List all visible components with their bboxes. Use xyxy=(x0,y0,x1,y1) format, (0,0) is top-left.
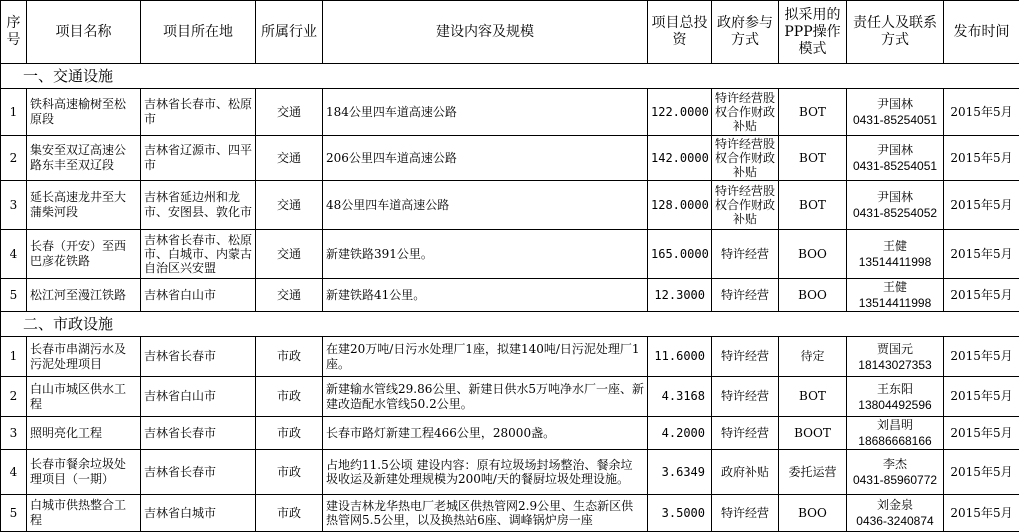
cell-location: 吉林省长春市、松原市、白城市、内蒙古自治区兴安盟 xyxy=(141,230,256,279)
cell-name: 延长高速龙井至大蒲柴河段 xyxy=(27,181,141,230)
cell-gov-role: 政府补贴 xyxy=(712,450,779,495)
table-row xyxy=(1,337,1019,377)
cell-content: 占地约11.5公顷 建设内容：原有垃圾场封场整治、餐余垃圾收运及新建处理规模为200吨/天的餐厨垃圾处理设施。 xyxy=(323,450,648,495)
cell-location: 吉林省长春市 xyxy=(141,337,256,377)
table-row xyxy=(1,279,1019,312)
cell-investment: 3.5000 xyxy=(648,495,712,532)
cell-investment: 4.3168 xyxy=(648,377,712,417)
cell-industry: 交通 xyxy=(256,230,323,279)
cell-ppp-mode: BOT xyxy=(779,181,847,230)
cell-industry: 市政 xyxy=(256,495,323,532)
cell-investment: 142.0000 xyxy=(648,136,712,181)
cell-gov-role: 特许经营 xyxy=(712,495,779,532)
table-row xyxy=(1,377,1019,417)
cell-no: 5 xyxy=(1,495,27,532)
cell-date: 2015年5月 xyxy=(944,417,1019,450)
cell-location: 吉林省长春市、松原市 xyxy=(141,89,256,136)
cell-content: 184公里四车道高速公路 xyxy=(323,89,648,136)
cell-date: 2015年5月 xyxy=(944,181,1019,230)
contact-person: 王健 xyxy=(850,279,940,295)
cell-gov-role: 特许经营 xyxy=(712,230,779,279)
table-row xyxy=(1,136,1019,181)
cell-name: 白山市城区供水工程 xyxy=(27,377,141,417)
cell-location: 吉林省白城市 xyxy=(141,495,256,532)
cell-contact xyxy=(847,136,944,181)
header-gov-role: 政府参与方式 xyxy=(712,1,779,64)
cell-content: 新建铁路41公里。 xyxy=(323,279,648,312)
cell-ppp-mode: BOT xyxy=(779,89,847,136)
cell-industry: 交通 xyxy=(256,181,323,230)
contact-person: 王健 xyxy=(850,238,940,254)
header-contact: 责任人及联系方式 xyxy=(847,1,944,64)
cell-gov-role: 特许经营 xyxy=(712,337,779,377)
contact-person: 尹国林 xyxy=(850,142,940,158)
cell-name: 长春市串湖污水及污泥处理项目 xyxy=(27,337,141,377)
cell-date: 2015年5月 xyxy=(944,377,1019,417)
header-ppp-mode: 拟采用的PPP操作模式 xyxy=(779,1,847,64)
cell-no: 1 xyxy=(1,337,27,377)
cell-date: 2015年5月 xyxy=(944,337,1019,377)
cell-contact xyxy=(847,417,944,450)
cell-industry: 市政 xyxy=(256,450,323,495)
cell-date: 2015年5月 xyxy=(944,495,1019,532)
cell-contact xyxy=(847,450,944,495)
cell-no: 2 xyxy=(1,377,27,417)
cell-location: 吉林省延边州和龙市、安图县、敦化市 xyxy=(141,181,256,230)
cell-contact xyxy=(847,495,944,532)
cell-content: 206公里四车道高速公路 xyxy=(323,136,648,181)
cell-date: 2015年5月 xyxy=(944,89,1019,136)
header-date: 发布时间 xyxy=(944,1,1019,64)
cell-content: 新建铁路391公里。 xyxy=(323,230,648,279)
cell-contact xyxy=(847,181,944,230)
contact-phone: 13804492596 xyxy=(850,397,940,413)
cell-content: 在建20万吨/日污水处理厂1座，拟建140吨/日污泥处理厂1座。 xyxy=(323,337,648,377)
contact-phone: 0431-85254051 xyxy=(850,158,940,174)
cell-date: 2015年5月 xyxy=(944,136,1019,181)
cell-contact xyxy=(847,230,944,279)
contact-phone: 0431-85960772 xyxy=(850,472,940,488)
section-header-municipal xyxy=(1,312,1019,337)
cell-name: 长春（开安）至西巴彦花铁路 xyxy=(27,230,141,279)
cell-ppp-mode: BOT xyxy=(779,377,847,417)
cell-location: 吉林省白山市 xyxy=(141,279,256,312)
cell-name: 集安至双辽高速公路东丰至双辽段 xyxy=(27,136,141,181)
cell-content: 长春市路灯新建工程466公里，28000盏。 xyxy=(323,417,648,450)
header-row xyxy=(1,1,1019,64)
cell-content: 建设吉林龙华热电厂老城区供热管网2.9公里、生态新区供热管网5.5公里，以及换热站6座、调峰锅炉房一座 xyxy=(323,495,648,532)
contact-person: 刘昌明 xyxy=(850,417,940,433)
cell-name: 松江河至漫江铁路 xyxy=(27,279,141,312)
cell-contact xyxy=(847,279,944,312)
cell-gov-role: 特许经营股权合作财政补贴 xyxy=(712,89,779,136)
cell-no: 4 xyxy=(1,450,27,495)
cell-location: 吉林省辽源市、四平市 xyxy=(141,136,256,181)
cell-no: 4 xyxy=(1,230,27,279)
cell-ppp-mode: BOOT xyxy=(779,417,847,450)
contact-person: 尹国林 xyxy=(850,96,940,112)
section-title: 一、交通设施 xyxy=(1,64,1019,89)
cell-investment: 128.0000 xyxy=(648,181,712,230)
cell-no: 3 xyxy=(1,181,27,230)
cell-location: 吉林省长春市 xyxy=(141,450,256,495)
contact-phone: 0431-85254052 xyxy=(850,205,940,221)
cell-name: 长春市餐余垃圾处理项目（一期） xyxy=(27,450,141,495)
cell-contact xyxy=(847,337,944,377)
contact-person: 李杰 xyxy=(850,456,940,472)
header-no: 序号 xyxy=(1,1,27,64)
cell-gov-role: 特许经营股权合作财政补贴 xyxy=(712,181,779,230)
cell-contact xyxy=(847,377,944,417)
table-row xyxy=(1,495,1019,532)
cell-content: 48公里四车道高速公路 xyxy=(323,181,648,230)
cell-gov-role: 特许经营 xyxy=(712,377,779,417)
cell-no: 2 xyxy=(1,136,27,181)
contact-person: 尹国林 xyxy=(850,189,940,205)
cell-no: 1 xyxy=(1,89,27,136)
cell-industry: 交通 xyxy=(256,136,323,181)
cell-location: 吉林省白山市 xyxy=(141,377,256,417)
header-investment: 项目总投资 xyxy=(648,1,712,64)
header-industry: 所属行业 xyxy=(256,1,323,64)
cell-industry: 市政 xyxy=(256,337,323,377)
cell-industry: 市政 xyxy=(256,377,323,417)
cell-content: 新建输水管线29.86公里、新建日供水5万吨净水厂一座、新建改造配水管线50.2公里。 xyxy=(323,377,648,417)
cell-date: 2015年5月 xyxy=(944,450,1019,495)
cell-ppp-mode: BOO xyxy=(779,230,847,279)
contact-person: 王东阳 xyxy=(850,381,940,397)
contact-phone: 0431-85254051 xyxy=(850,112,940,128)
table-row xyxy=(1,181,1019,230)
cell-no: 5 xyxy=(1,279,27,312)
contact-person: 贾国元 xyxy=(850,341,940,357)
header-name: 项目名称 xyxy=(27,1,141,64)
cell-investment: 12.3000 xyxy=(648,279,712,312)
cell-investment: 4.2000 xyxy=(648,417,712,450)
cell-industry: 交通 xyxy=(256,89,323,136)
cell-name: 照明亮化工程 xyxy=(27,417,141,450)
cell-location: 吉林省长春市 xyxy=(141,417,256,450)
contact-phone: 0436-3240874 xyxy=(850,513,940,529)
contact-phone: 18686668166 xyxy=(850,433,940,449)
section-header-transport xyxy=(1,64,1019,89)
cell-no: 3 xyxy=(1,417,27,450)
header-content: 建设内容及规模 xyxy=(323,1,648,64)
cell-ppp-mode: BOO xyxy=(779,279,847,312)
cell-date: 2015年5月 xyxy=(944,279,1019,312)
table-row xyxy=(1,89,1019,136)
cell-ppp-mode: 委托运营 xyxy=(779,450,847,495)
contact-phone: 13514411998 xyxy=(850,254,940,270)
cell-gov-role: 特许经营股权合作财政补贴 xyxy=(712,136,779,181)
contact-person: 刘金泉 xyxy=(850,497,940,513)
cell-investment: 3.6349 xyxy=(648,450,712,495)
cell-gov-role: 特许经营 xyxy=(712,417,779,450)
cell-investment: 11.6000 xyxy=(648,337,712,377)
cell-investment: 122.0000 xyxy=(648,89,712,136)
cell-name: 铁科高速榆树至松原段 xyxy=(27,89,141,136)
cell-industry: 市政 xyxy=(256,417,323,450)
cell-investment: 165.0000 xyxy=(648,230,712,279)
cell-name: 白城市供热整合工程 xyxy=(27,495,141,532)
cell-date: 2015年5月 xyxy=(944,230,1019,279)
contact-phone: 13514411998 xyxy=(850,295,940,311)
cell-contact xyxy=(847,89,944,136)
cell-ppp-mode: BOO xyxy=(779,495,847,532)
cell-ppp-mode: BOT xyxy=(779,136,847,181)
table-row xyxy=(1,230,1019,279)
header-location: 项目所在地 xyxy=(141,1,256,64)
table-row xyxy=(1,417,1019,450)
cell-industry: 交通 xyxy=(256,279,323,312)
contact-phone: 18143027353 xyxy=(850,357,940,373)
cell-gov-role: 特许经营 xyxy=(712,279,779,312)
table-row xyxy=(1,450,1019,495)
cell-ppp-mode: 待定 xyxy=(779,337,847,377)
section-title: 二、市政设施 xyxy=(1,312,1019,337)
